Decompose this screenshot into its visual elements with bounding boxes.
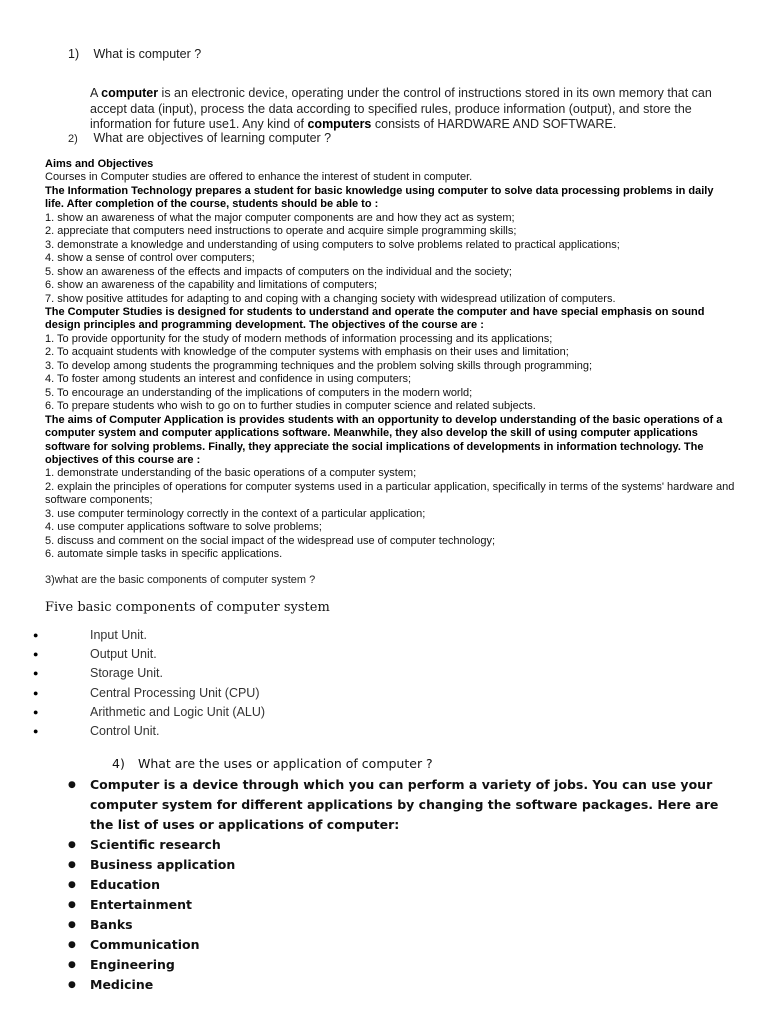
it-item: 4. show a sense of control over computers;: [45, 252, 255, 265]
bullet-icon: ●: [68, 860, 76, 870]
aims-heading: Aims and Objectives: [45, 158, 154, 170]
answer-1-paragraph: [90, 86, 730, 133]
list-item: [0, 915, 730, 935]
answer-1-text-a: A: [90, 86, 102, 100]
aims-objectives-section: [45, 158, 735, 562]
list-item: [0, 875, 730, 895]
use-label: Business application: [90, 857, 236, 872]
list-item: [0, 835, 730, 855]
list-item: [0, 664, 265, 683]
cs-item: 5. To encourage an understanding of the implications of computers in the modern world;: [45, 386, 473, 399]
cs-item: 2. To acquaint students with knowledge of the computer systems with emphasis on their uses and limitation;: [45, 346, 569, 359]
question-2-number: 2): [68, 133, 78, 145]
bullet-icon: ●: [68, 900, 76, 910]
it-item: 1. show an awareness of what the major computer components are and how they act as system;: [45, 211, 515, 224]
it-item: 2. appreciate that computers need instructions to operate and acquire simple programming skills;: [45, 225, 517, 238]
bullet-icon: ●: [68, 780, 76, 790]
it-item: 6. show an awareness of the capability and limitations of computers;: [45, 279, 378, 292]
it-item: 7. show positive attitudes for adapting to and coping with a changing society with widespread utilization of computers.: [45, 292, 616, 305]
cs-heading: The Computer Studies is designed for students to understand and operate the computer and have special emphasis on sound design principles and programming development. The objectives of the course are :: [45, 305, 705, 332]
uses-list: [0, 775, 768, 995]
bullet-icon: ●: [33, 687, 39, 698]
ca-item: 4. use computer applications software to solve problems;: [45, 521, 322, 534]
it-item: 3. demonstrate a knowledge and understanding of using computers to solve problems related to practical applications;: [45, 238, 620, 251]
use-label: Scientific research: [90, 837, 221, 852]
question-4-text: What are the uses or application of computer ?: [137, 756, 433, 771]
list-item: [0, 626, 265, 645]
component-label: Output Unit.: [90, 647, 157, 662]
components-list: [0, 626, 265, 741]
use-label: Banks: [90, 917, 133, 932]
question-1: [68, 47, 201, 61]
bullet-icon: ●: [33, 668, 39, 679]
list-item: [0, 645, 265, 664]
use-label: Education: [90, 877, 160, 892]
bullet-icon: ●: [33, 649, 39, 660]
bullet-icon: ●: [68, 920, 76, 930]
question-2: [68, 131, 331, 145]
list-item: [0, 895, 730, 915]
use-label: Entertainment: [90, 897, 193, 912]
question-4: [112, 756, 433, 771]
bullet-icon: ●: [68, 960, 76, 970]
component-label: Storage Unit.: [90, 666, 163, 681]
ca-item: 5. discuss and comment on the social impact of the widespread use of computer technology;: [45, 534, 496, 547]
it-item: 5. show an awareness of the effects and impacts of computers on the individual and the society;: [45, 265, 512, 278]
use-label: Engineering: [90, 957, 175, 972]
use-label: Medicine: [90, 977, 154, 992]
component-label: Input Unit.: [90, 628, 147, 642]
use-label: Communication: [90, 937, 200, 952]
cs-item: 4. To foster among students an interest and confidence in using computers;: [45, 373, 412, 386]
list-item: [0, 722, 265, 741]
ca-heading: The aims of Computer Application is provides students with an opportunity to develop understanding of the basic operations of a computer system and computer applications software. Meanwhile, they also develop the skill of using computer applications software for solving problems. Finally, they appreciate the social implications of developments in information technology. The objectives of this course are :: [45, 413, 723, 466]
cs-item: 1. To provide opportunity for the study of modern methods of information processing and its applications;: [45, 332, 553, 345]
list-item: [0, 935, 730, 955]
component-label: Central Processing Unit (CPU): [90, 685, 260, 700]
it-heading: The Information Technology prepares a student for basic knowledge using computer to solve data processing problems in daily life. After completion of the course, students should be able to :: [45, 184, 714, 211]
answer-1-text-c: consists of HARDWARE AND SOFTWARE.: [371, 117, 617, 131]
ca-item: 2. explain the principles of operations for computer systems used in a particular application, specifically in terms of the systems' hardware and software components;: [45, 480, 735, 507]
ca-item: 6. automate simple tasks in specific applications.: [45, 548, 283, 561]
question-4-number: 4): [112, 756, 125, 771]
question-3: 3)what are the basic components of computer system ?: [45, 574, 316, 586]
bullet-icon: ●: [33, 725, 39, 736]
answer-1-text-b: is an electronic device, operating under the control of instructions stored in its own memory that can accept data (input), process the data according to specified rules, produce information (output), and store the information for future use1. Any kind of: [90, 86, 712, 131]
aims-intro: Courses in Computer studies are offered to enhance the interest of student in computer.: [45, 171, 473, 184]
ca-item: 1. demonstrate understanding of the basic operations of a computer system;: [45, 467, 417, 480]
uses-intro: [0, 775, 730, 835]
ca-item: 3. use computer terminology correctly in the context of a particular application;: [45, 507, 426, 520]
bullet-icon: ●: [68, 940, 76, 950]
bullet-icon: ●: [68, 840, 76, 850]
list-item: [0, 684, 265, 703]
answer-1-bold-computer: computer: [101, 86, 159, 100]
cs-item: 3. To develop among students the programming techniques and the problem solving skills through programming;: [45, 359, 593, 372]
components-heading: Five basic components of computer system: [45, 600, 330, 615]
bullet-icon: ●: [33, 706, 39, 717]
cs-item: 6. To prepare students who wish to go on to further studies in computer science and related subjects.: [45, 400, 536, 413]
list-item: [0, 955, 730, 975]
uses-intro-text: Computer is a device through which you can perform a variety of jobs. You can use your computer system for different applications by changing the software packages. Here are the list of uses or applications of computer:: [90, 777, 719, 832]
component-label: Arithmetic and Logic Unit (ALU): [90, 704, 266, 719]
question-1-text: What is computer ?: [93, 47, 202, 61]
question-2-text: What are objectives of learning computer ?: [93, 131, 332, 145]
answer-1-bold-computers: computers: [307, 117, 372, 131]
list-item: [0, 855, 730, 875]
question-1-number: 1): [68, 47, 80, 61]
list-item: [0, 703, 265, 722]
bullet-icon: ●: [68, 980, 76, 990]
bullet-icon: ●: [68, 880, 76, 890]
bullet-icon: ●: [33, 630, 39, 640]
list-item: [0, 975, 730, 995]
component-label: Control Unit.: [90, 723, 160, 738]
